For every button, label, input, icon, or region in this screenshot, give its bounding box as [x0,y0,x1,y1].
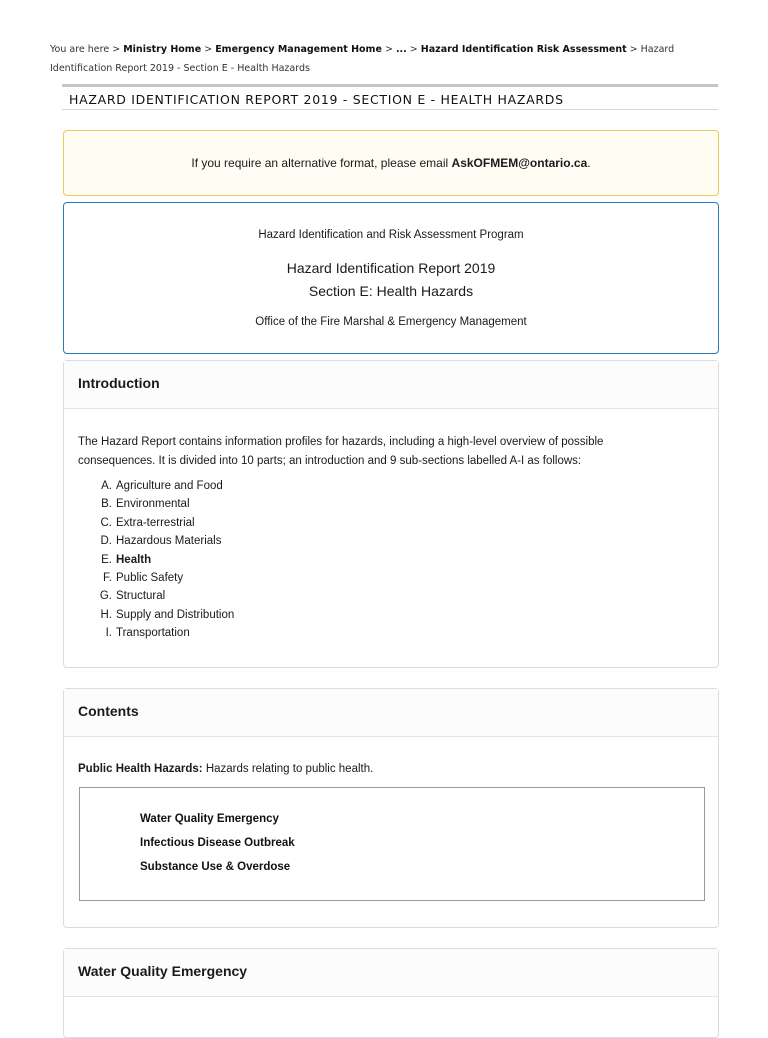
breadcrumb-ministry-home[interactable]: Ministry Home [123,44,202,55]
list-item-text: Public Safety [116,572,184,585]
hazard-category-list [64,477,234,643]
list-marker: B. [101,498,112,511]
alternative-format-alert [63,130,719,196]
breadcrumb-current: Hazard [640,44,675,55]
list-item-text: Extra-terrestrial [116,516,195,529]
breadcrumb [50,40,730,78]
list-item-text: Structural [116,590,166,603]
report-title [64,257,718,303]
toc-link-infectious-disease[interactable]: Infectious Disease Outbreak [140,837,295,849]
breadcrumb-emergency-management-home[interactable]: Emergency Management Home [215,44,382,55]
list-item-current [64,551,234,569]
list-item-text: Transportation [116,627,190,640]
alert-text: If you require an alternative format, please email [191,156,449,170]
contents-panel [63,688,719,928]
introduction-paragraph [78,433,698,471]
toc-link-water-quality[interactable]: Water Quality Emergency [140,813,279,825]
water-quality-heading: Water Quality Emergency [64,949,718,997]
water-quality-panel [63,948,719,1038]
contents-heading: Contents [64,689,718,737]
office-name: Office of the Fire Marshal & Emergency Management [255,316,527,328]
list-item-text: Hazardous Materials [116,535,222,548]
list-marker: A. [101,480,112,492]
breadcrumb-current-continued: Identification Report 2019 - Section E - Health Hazards [50,63,310,74]
breadcrumb-prefix: You are here [50,44,110,55]
list-marker: D. [100,535,112,548]
report-title-line1: Hazard Identification Report 2019 [286,260,496,276]
contents-label: Public Health Hazards: [78,763,203,775]
contents-intro [78,763,373,775]
page-title: HAZARD IDENTIFICATION REPORT 2019 - SECTION E - HEALTH HAZARDS [62,84,718,110]
contents-description: Hazards relating to public health. [205,763,374,775]
breadcrumb-separator: > [629,44,638,55]
list-marker: E. [101,553,112,566]
introduction-panel [63,360,719,668]
breadcrumb-hira[interactable]: Hazard Identification Risk Assessment [420,44,627,55]
introduction-paragraph-line1: The Hazard Report contains information profiles for hazards, including a high-level overview of possible [78,436,604,448]
report-header [63,202,719,354]
breadcrumb-ellipsis[interactable]: ... [395,44,407,55]
breadcrumb-separator: > [112,44,121,55]
report-title-line2: Section E: Health Hazards [308,283,474,299]
alert-suffix: . [587,156,591,170]
list-item [64,532,234,550]
list-item [64,569,234,587]
introduction-paragraph-line2: consequences. It is divided into 10 parts; an introduction and 9 sub-sections labelled A-I as follows: [78,455,582,467]
list-marker: G. [99,590,112,603]
list-item [64,624,234,642]
alert-email-link[interactable]: AskOFMEM@ontario.ca [451,156,588,170]
list-item-text: Health [116,553,152,566]
list-marker: C. [100,516,112,529]
list-item-text: Agriculture and Food [116,480,223,492]
program-name: Hazard Identification and Risk Assessment Program [258,229,524,241]
list-item [64,587,234,605]
list-marker: I. [105,627,112,640]
breadcrumb-separator: > [384,44,393,55]
toc-link-substance-use[interactable]: Substance Use & Overdose [140,861,291,873]
table-of-contents [79,787,705,901]
list-item [64,477,234,495]
introduction-heading: Introduction [64,361,718,409]
list-item [64,606,234,624]
breadcrumb-separator: > [204,44,213,55]
breadcrumb-separator: > [409,44,418,55]
list-marker: H. [100,608,112,621]
list-item [64,514,234,532]
list-item-text: Supply and Distribution [116,608,235,621]
list-item-text: Environmental [116,498,190,511]
list-item [64,495,234,513]
list-marker: F. [103,572,112,585]
